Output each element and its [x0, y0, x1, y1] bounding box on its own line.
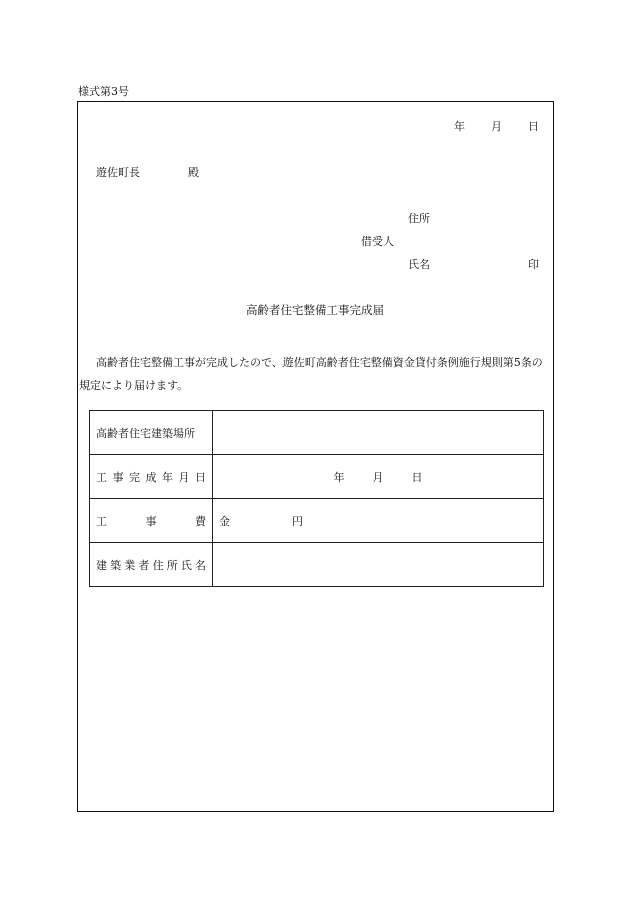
submission-date [454, 121, 539, 132]
applicant-name-label: 氏名 [408, 258, 430, 271]
label-char: 費 [195, 514, 206, 528]
completion-date-value[interactable] [213, 455, 544, 499]
label-char: 年 [162, 470, 173, 484]
label-char: 名 [194, 558, 206, 572]
table-row [90, 543, 544, 587]
label-char: 完 [129, 470, 140, 484]
table-row [90, 411, 544, 455]
construction-cost-label [90, 499, 213, 543]
form-number-label: 様式第3号 [78, 85, 129, 98]
table-row [90, 499, 544, 543]
label-char: 所 [166, 558, 178, 572]
table-row [90, 455, 544, 499]
applicant-role-label: 借受人 [361, 235, 394, 248]
label-char: 月 [178, 470, 190, 484]
label-char: 住 [152, 558, 164, 572]
construction-site-label: 高齢者住宅建築場所 [90, 411, 213, 455]
completion-month-label: 月 [372, 470, 384, 484]
addressee-honorific: 殿 [188, 166, 199, 179]
money-unit: 円 [292, 514, 303, 528]
construction-site-value[interactable] [213, 411, 544, 455]
info-table [89, 410, 544, 587]
label-char: 成 [145, 470, 157, 484]
body-text: 高齢者住宅整備工事が完成したので、遊佐町高齢者住宅整備資金貸付条例施行規則第5条の規定により届けます。 [79, 356, 543, 392]
money-prefix: 金 [219, 514, 230, 528]
date-month-label: 月 [491, 120, 502, 133]
construction-cost-value[interactable] [213, 499, 544, 543]
label-char: 築 [110, 558, 122, 572]
addressee [96, 167, 199, 178]
label-char: 氏 [180, 558, 192, 572]
seal-label: 印 [528, 258, 539, 271]
completion-day-label: 日 [411, 470, 423, 484]
label-char: 建 [96, 558, 107, 572]
addressee-name: 遊佐町長 [96, 166, 140, 179]
label-char: 事 [112, 470, 124, 484]
label-char: 日 [195, 470, 206, 484]
document-title: 高齢者住宅整備工事完成届 [246, 303, 384, 317]
contractor-value[interactable] [213, 543, 544, 587]
completion-date-label [90, 455, 213, 499]
label-char: 工 [96, 514, 107, 528]
contractor-label [90, 543, 213, 587]
date-year-label: 年 [454, 120, 465, 133]
applicant-address-label: 住所 [408, 212, 430, 225]
label-char: 事 [145, 514, 157, 528]
label-char: 業 [124, 558, 136, 572]
label-char: 者 [138, 558, 150, 572]
completion-year-label: 年 [333, 470, 345, 484]
label-char: 工 [96, 470, 107, 484]
date-day-label: 日 [528, 120, 539, 133]
